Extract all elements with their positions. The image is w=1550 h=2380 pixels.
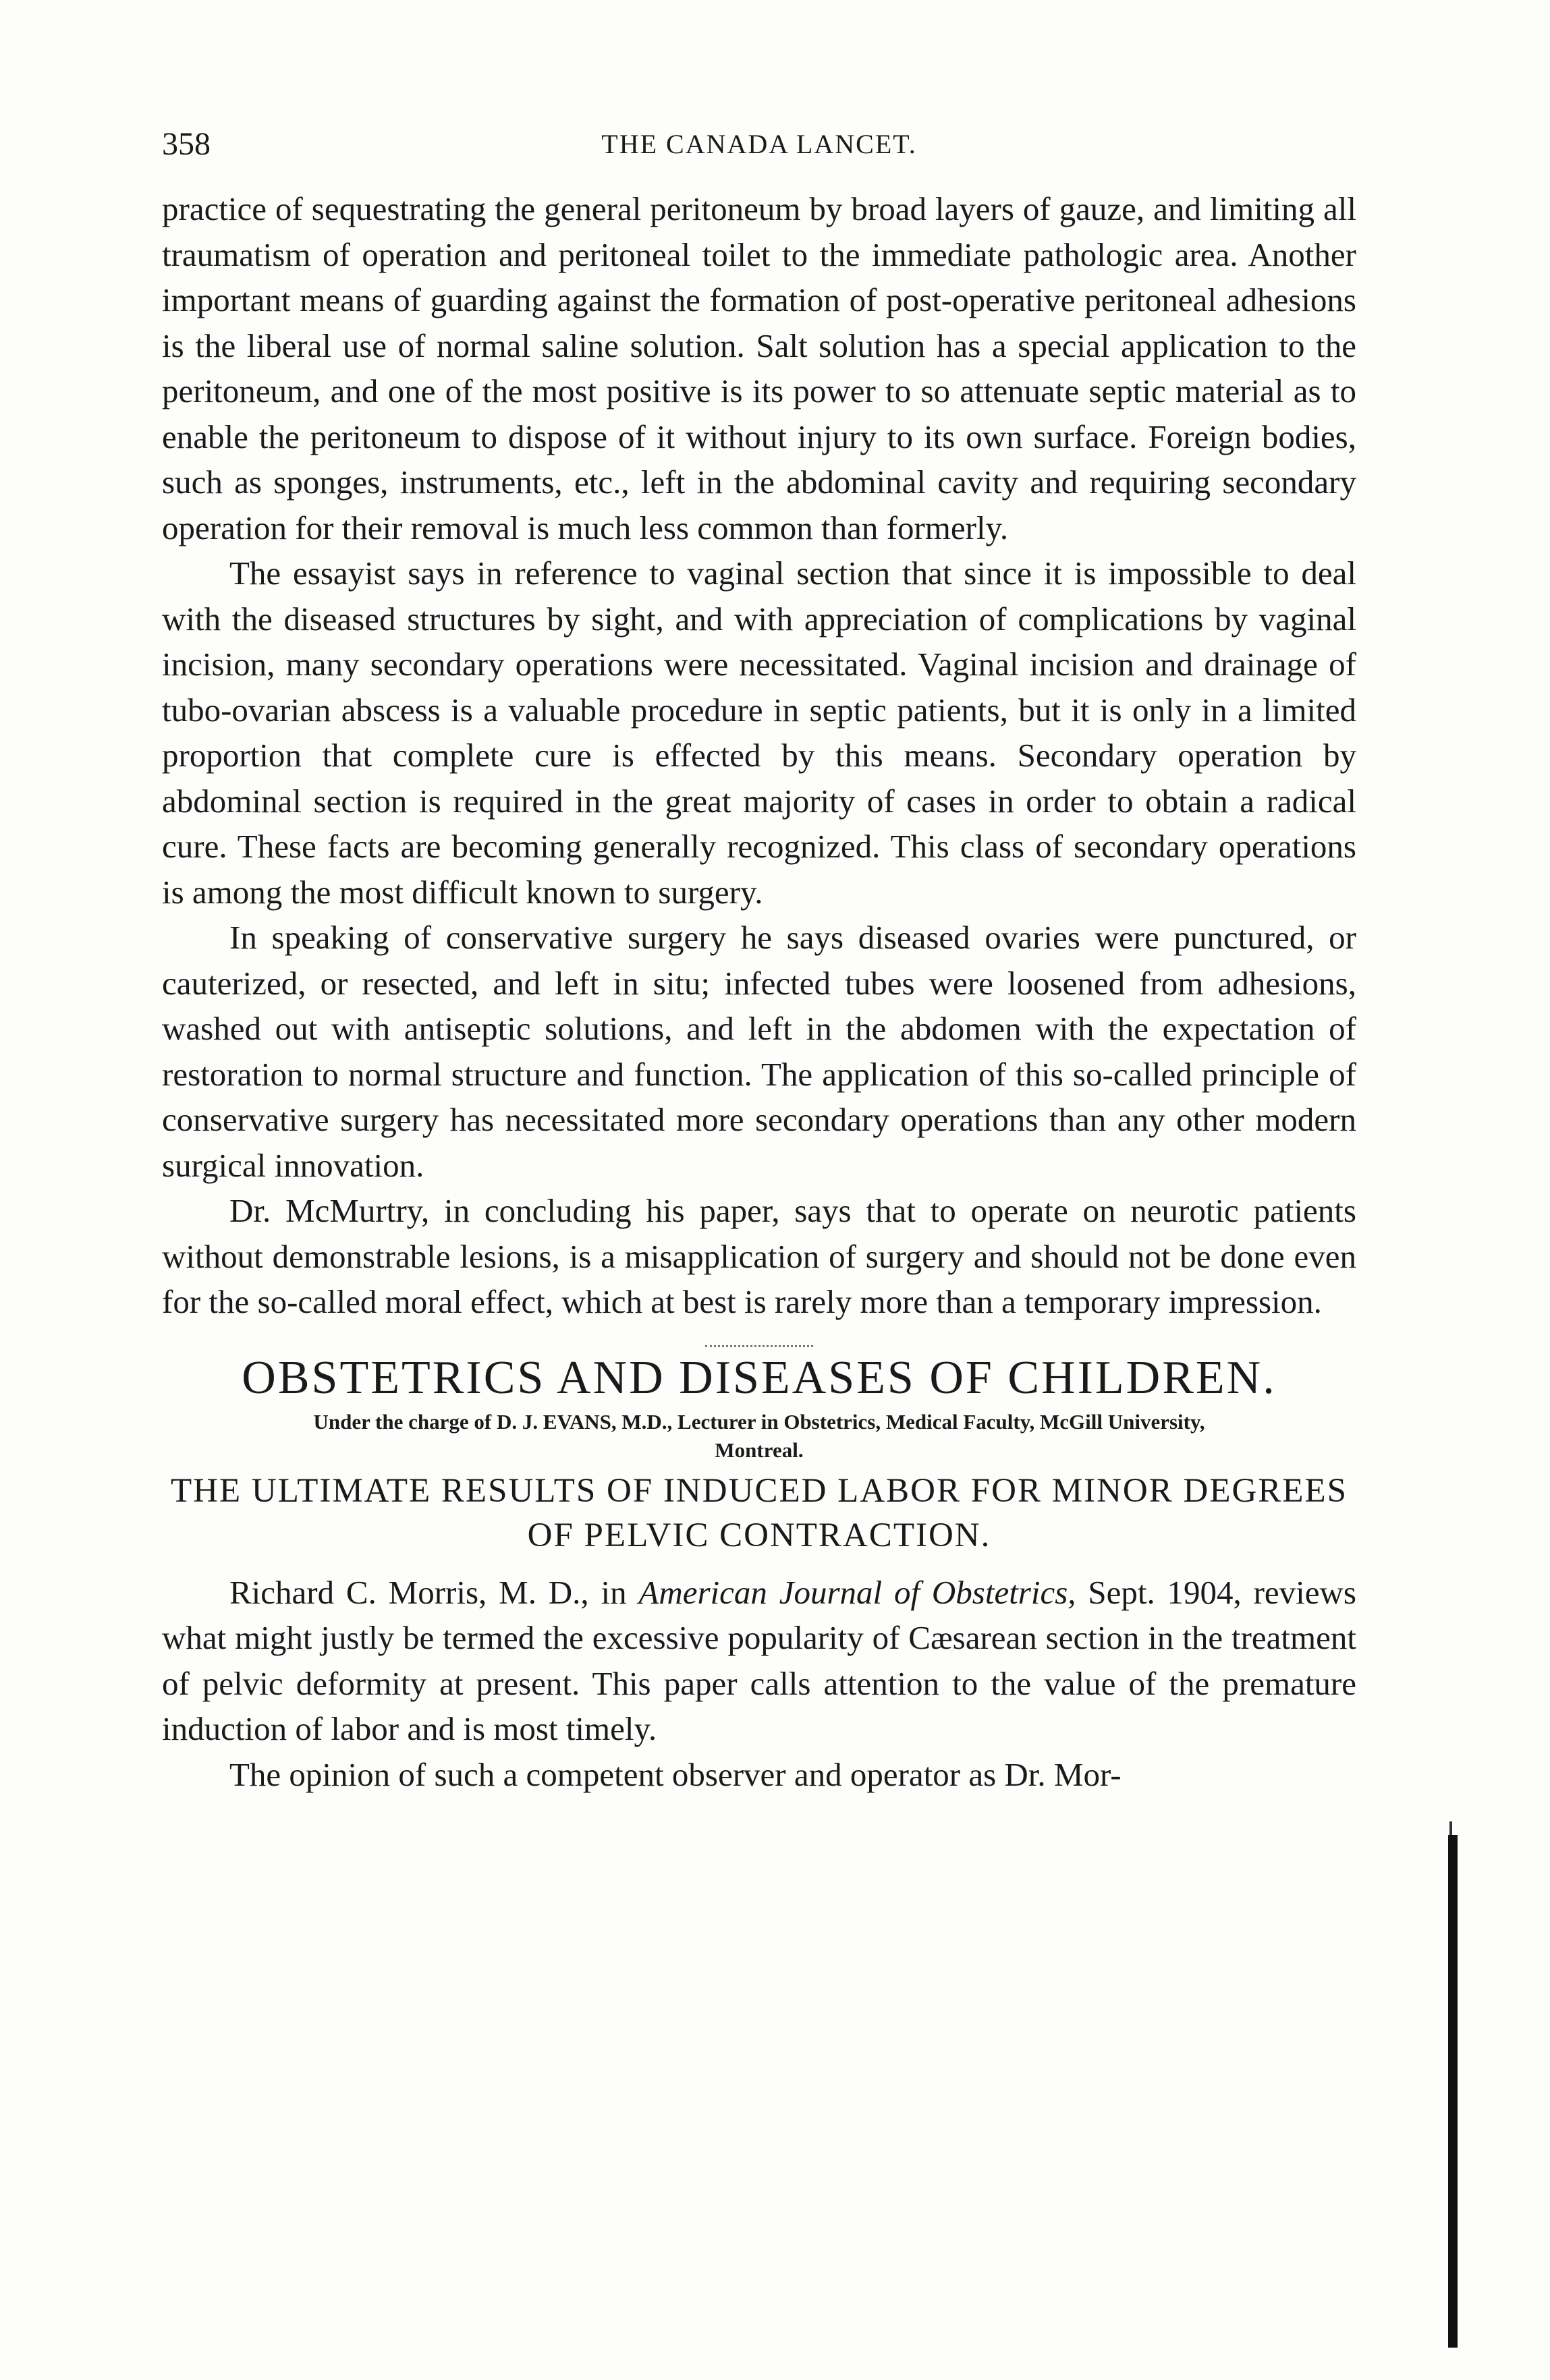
body-paragraph: practice of sequestrating the general peritoneum by broad layers of gauze, and limiting all traumatism of operation and peritoneal toilet to the immediate pathologic area. Another important means of guarding against the formation of post-operative peritoneal adhesions is the liberal use of normal saline solution. Salt solution has a special application to the peritoneum, and one of the most positive is its power to so attenuate septic material as to enable the peritoneum to dispose of it without injury to its own surface. Foreign bodies, such as sponges, instruments, etc., left in the abdominal cavity and requiring secondary operation for their removal is much less common than formerly. [162,190,1356,546]
margin-scan-bar [1448,1835,1458,2348]
article-paragraph: The opinion of such a competent observer and operator as Dr. Mor- [229,1755,1122,1793]
section-byline: Under the charge of D. J. EVANS, M.D., Lecturer in Obstetrics, Medical Faculty, McGill University, Montreal. [313,1409,1205,1462]
article-text: Sept. 1904, reviews what might justly be termed the excessive popularity of Cæsarean section in the treatment of pelvic deformity at present. This paper calls attention to the value of the premature induction of labor and is most timely. [162,1573,1357,1747]
page-header [162,125,1356,166]
body-paragraph: Dr. McMurtry, in concluding his paper, says that to operate on neurotic patients without demonstrable lesions, is a misapplication of surgery and should not be done even for the so-called moral effect, which at best is rarely more than a temporary impression. [162,1192,1356,1320]
body-paragraph: The essayist says in reference to vaginal section that since it is impossible to deal with the diseased structures by sight, and with appreciation of complications by vaginal incision, many secondary operations were necessitated. Vaginal incision and drainage of tubo-ovarian abscess is a valuable procedure in septic patients, but it is only in a limited proportion that complete cure is effected by this means. Secondary operation by abdominal section is required in the great majority of cases in order to obtain a radical cure. These facts are becoming generally recognized. This class of secondary operations is among the most difficult known to surgery. [162,555,1356,911]
page-body [162,186,1356,1797]
article-paragraph [162,1570,1356,1752]
body-paragraph: In speaking of conservative surgery he says diseased ovaries were punctured, or cauterized, or resected, and left in situ; infected tubes were loosened from adhesions, washed out with antiseptic solutions, and left in the abdomen with the expectation of restoration to normal structure and function. The application of this so-called principle of conservative surgery has necessitated more secondary operations than any other modern surgical innovation. [162,919,1356,1184]
section-divider [705,1330,813,1347]
journal-title: American Journal of Obstetrics, [638,1573,1076,1611]
page-number: 358 [162,126,211,162]
section-title: OBSTETRICS AND DISEASES OF CHILDREN. [242,1351,1277,1404]
running-head: THE CANADA LANCET. [601,129,917,159]
article-text: Richard C. Morris, M. D., in [229,1573,639,1611]
article-title: THE ULTIMATE RESULTS OF INDUCED LABOR FOR MINOR DEGREES OF PELVIC CONTRACTION. [171,1471,1348,1554]
